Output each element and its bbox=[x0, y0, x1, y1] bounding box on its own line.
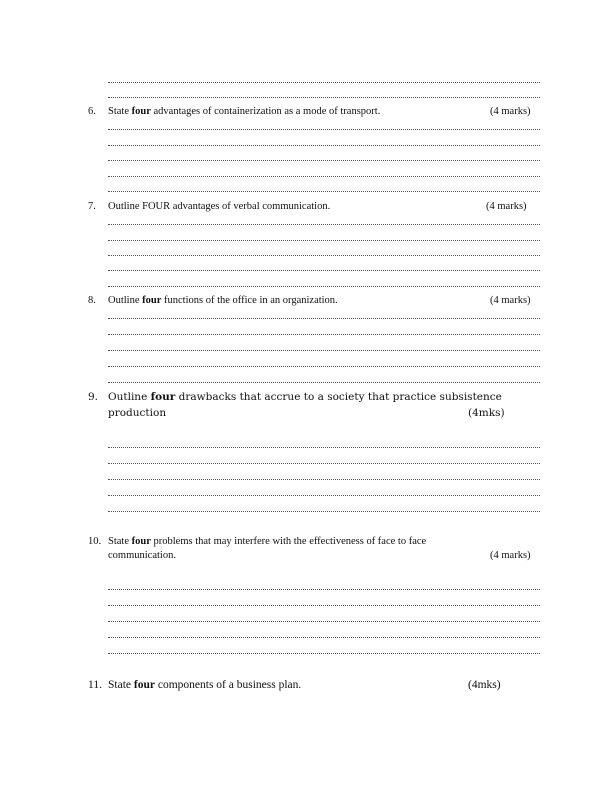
answer-line bbox=[108, 637, 540, 638]
answer-line bbox=[108, 82, 540, 83]
question-number: 7. bbox=[88, 201, 96, 212]
answer-line bbox=[108, 240, 540, 241]
answer-line bbox=[108, 255, 540, 256]
answer-line bbox=[108, 653, 540, 654]
answer-line bbox=[108, 224, 540, 225]
answer-line bbox=[108, 366, 540, 367]
question-number: 8. bbox=[88, 295, 96, 306]
marks-label: (4mks) bbox=[468, 679, 501, 691]
answer-line bbox=[108, 382, 540, 383]
question-text: Outline FOUR advantages of verbal communication. bbox=[108, 201, 331, 212]
answer-line bbox=[108, 621, 540, 622]
answer-line bbox=[108, 495, 540, 496]
marks-label: (4 marks) bbox=[490, 550, 531, 561]
answer-line bbox=[108, 270, 540, 271]
answer-line bbox=[108, 191, 540, 192]
answer-line bbox=[108, 350, 540, 351]
marks-label: (4 marks) bbox=[490, 295, 531, 306]
answer-line bbox=[108, 589, 540, 590]
answer-line bbox=[108, 160, 540, 161]
marks-label: (4 marks) bbox=[490, 106, 531, 117]
question-number: 11. bbox=[88, 679, 102, 691]
answer-line bbox=[108, 145, 540, 146]
question-number: 6. bbox=[88, 106, 96, 117]
answer-line bbox=[108, 479, 540, 480]
answer-line bbox=[108, 605, 540, 606]
question-number: 9. bbox=[88, 391, 99, 403]
question-text: Outline four functions of the office in an organization. bbox=[108, 295, 338, 306]
question-text: State four components of a business plan. bbox=[108, 679, 302, 691]
answer-line bbox=[108, 447, 540, 448]
answer-line bbox=[108, 318, 540, 319]
question-text: State four problems that may interfere with the effectiveness of face to face bbox=[108, 536, 427, 547]
question-text-line2: production bbox=[108, 407, 167, 419]
marks-label: (4 marks) bbox=[486, 201, 527, 212]
question-number: 10. bbox=[88, 536, 102, 547]
answer-line bbox=[108, 97, 540, 98]
answer-line bbox=[108, 511, 540, 512]
marks-label: (4mks) bbox=[468, 407, 505, 419]
answer-line bbox=[108, 286, 540, 287]
answer-line bbox=[108, 176, 540, 177]
question-text: Outline four drawbacks that accrue to a society that practice subsistence bbox=[108, 391, 502, 403]
answer-line bbox=[108, 334, 540, 335]
question-text: State four advantages of containerization as a mode of transport. bbox=[108, 106, 381, 117]
answer-line bbox=[108, 129, 540, 130]
question-text-line2: communication. bbox=[108, 550, 176, 561]
answer-line bbox=[108, 463, 540, 464]
